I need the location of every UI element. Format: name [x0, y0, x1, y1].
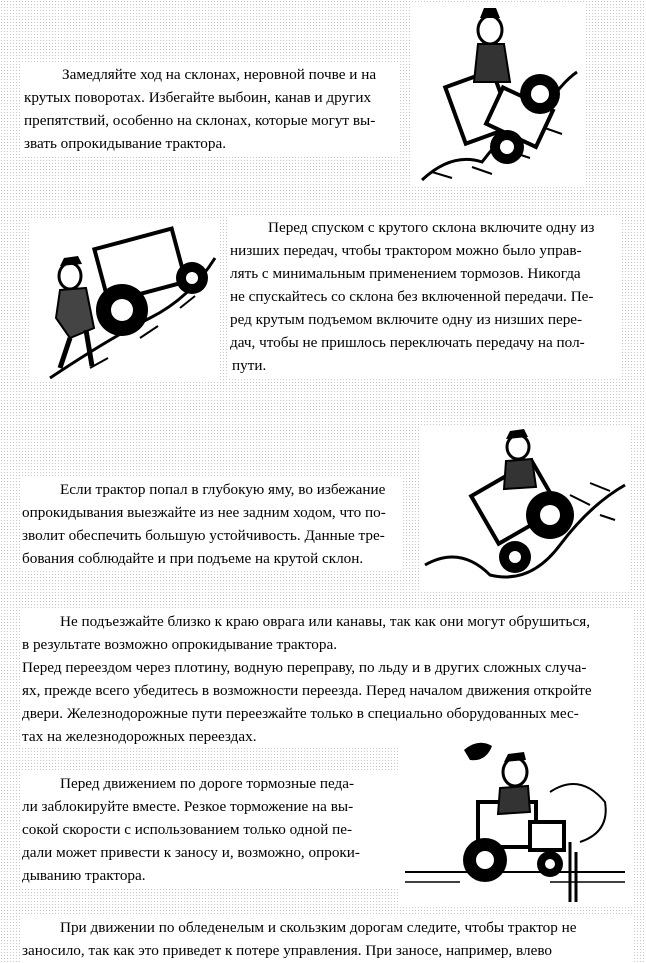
tractor-tipping-on-slope-illustration: [412, 2, 584, 187]
text-line: дали может привести к заносу и, возможно, опроки-: [22, 844, 360, 861]
paragraph-ravine-and-crossings: [20, 610, 632, 748]
text-line: тах на железнодорожных переездах.: [22, 728, 257, 745]
text-line: Замедляйте ход на склонах, неровной почве и на: [62, 66, 377, 83]
text-line: При движении по обледенелым и скользким дорогам следите, чтобы трактор не: [60, 919, 577, 936]
text-line: опрокидывания выезжайте из нее задним ходом, что по-: [22, 504, 386, 521]
text-line: ред крутым подъемом включите одну из низших пере-: [230, 311, 583, 328]
text-line: дач, чтобы не пришлось переключать передачу на пол-: [230, 334, 585, 351]
tractor-descending-steep-slope-illustration: [30, 218, 218, 380]
text-line: препятствий, особенно на склонах, которые могут вы-: [24, 112, 376, 129]
text-line: сокой скорости с использованием только одной пе-: [22, 821, 353, 838]
tractor-climbing-out-of-pit-illustration: [420, 425, 630, 590]
text-line: Перед переездом через плотину, водную переправу, по льду и в других сложных случа-: [22, 659, 587, 676]
text-line: Перед движением по дороге тормозные педа-: [60, 775, 355, 792]
text-line: звать опрокидывание трактора.: [24, 135, 227, 152]
text-line: ях, прежде всего убедитесь в возможности переезда. Перед началом движения откройте: [22, 682, 592, 699]
text-line: крутых поворотах. Избегайте выбоин, канав и других: [24, 89, 372, 106]
text-line: пути.: [232, 357, 267, 374]
paragraph-exit-pit: [20, 478, 402, 570]
text-line: бования соблюдайте и при подъеме на крутой склон.: [22, 550, 364, 567]
text-line: лять с минимальным применением тормозов. Никогда: [230, 265, 581, 282]
paragraph-slow-on-slopes: [22, 63, 398, 155]
tractor-braking-on-road-illustration: [400, 732, 632, 907]
text-line: не спускайтесь со склона без включенной передачи. Пе-: [230, 288, 594, 305]
text-line: зволит обеспечить большую устойчивость. Данные тре-: [22, 527, 385, 544]
text-line: двери. Железнодорожные пути переезжайте только в специально оборудованных мес-: [22, 705, 579, 722]
paragraph-brake-pedals: [20, 772, 402, 887]
text-line: в результате возможно опрокидывание трактора.: [22, 636, 337, 653]
text-line: дыванию трактора.: [22, 867, 146, 884]
text-line: ли заблокируйте вместе. Резкое торможение на вы-: [22, 798, 354, 815]
text-line: Не подъезжайте близко к краю оврага или канавы, так как они могут обрушиться,: [60, 613, 590, 630]
paragraph-icy-roads: [20, 916, 632, 962]
paragraph-descending-gear: [228, 216, 622, 377]
text-line: Перед спуском с крутого склона включите одну из: [268, 219, 595, 236]
text-line: низших передач, чтобы трактором можно было управ-: [230, 242, 582, 259]
text-line: заносило, так как это приведет к потере управления. При заносе, например, влево: [22, 942, 552, 959]
text-line: Если трактор попал в глубокую яму, во избежание: [60, 481, 386, 498]
